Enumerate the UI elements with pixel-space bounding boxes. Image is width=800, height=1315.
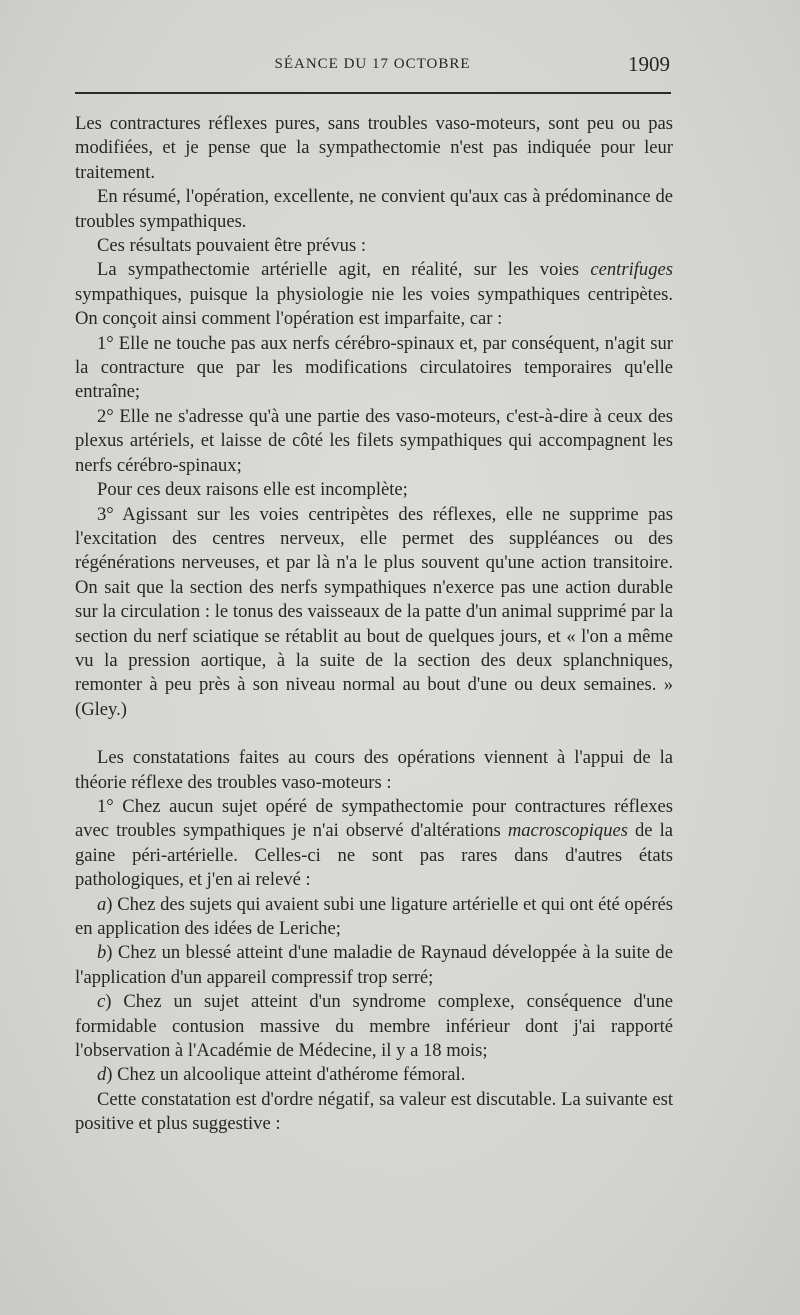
paragraph-2: En résumé, l'opération, excellente, ne convient qu'aux cas à prédominance de troubles sympathiques. <box>75 186 673 232</box>
paragraph-4-a: La sympathectomie artérielle agit, en réalité, sur les voies <box>97 259 591 281</box>
item-c <box>75 990 673 1063</box>
page-number: 1909 <box>628 52 670 76</box>
item-a-letter: a <box>97 893 107 915</box>
paragraph-10-italic: macroscopiques <box>507 820 628 842</box>
item-d-letter: d <box>97 1064 107 1086</box>
paragraph-5: 1° Elle ne touche pas aux nerfs cérébro-spinaux et, par conséquent, n'agit sur la contracture que par les modifications circulatoires temporaires qu'elle entraîne; <box>75 332 673 403</box>
paragraph-9: Les constatations faites au cours des opérations viennent à l'appui de la théorie réflexe des troubles vaso-moteurs : <box>75 747 673 793</box>
paragraph-4-italic: centrifuges <box>590 259 673 281</box>
paragraph-3: Ces résultats pouvaient être prévus : <box>97 235 367 257</box>
running-header <box>75 52 670 82</box>
paragraph-6: 2° Elle ne s'adresse qu'à une partie des vaso-moteurs, c'est-à-dire à ceux des plexus artériels, et laisse de côté les filets sympathiques qui accompagnent les nerfs cérébro-spinaux; <box>75 405 673 476</box>
paragraph-10 <box>75 795 673 893</box>
item-a <box>75 893 673 942</box>
paragraph-4 <box>75 258 673 331</box>
item-a-text: ) Chez des sujets qui avaient subi une ligature artérielle et qui ont été opérés en application des idées de Leriche; <box>75 893 673 939</box>
paragraph-8: 3° Agissant sur les voies centripètes des réflexes, elle ne supprime pas l'excitation des centres nerveux, elle permet des suppléances ou des régénérations nerveuses, et par là n'a le plus souvent qu'une action transitoire. On sait que la section des nerfs sympathiques n'exerce pas une action durable sur la circulation : le tonus des vaisseaux de la patte d'un animal supprimé par la section du nerf sciatique se rétablit au bout de quelques jours, et « l'on a même vu la pression aortique, à la suite de la section des deux splanchniques, remonter à peu près à son niveau normal au bout d'une ou deux semaines. » (Gley.) <box>75 503 673 720</box>
paragraph-10-b: de la gaine péri-artérielle. Celles-ci ne sont pas rares dans d'autres états pathologiques, et j'en ai relevé : <box>75 820 674 891</box>
paragraph-7: Pour ces deux raisons elle est incomplète; <box>97 479 408 501</box>
item-b <box>75 941 673 990</box>
paragraph-1: Les contractures réflexes pures, sans troubles vaso-moteurs, sont peu ou pas modifiées, et je pense que la sympathectomie n'est pas indiquée pour leur traitement. <box>75 113 673 183</box>
body-text <box>75 112 673 1137</box>
paragraph-last: Cette constatation est d'ordre négatif, sa valeur est discutable. La suivante est positive et plus suggestive : <box>75 1088 673 1135</box>
paragraph-10-a: 1° Chez aucun sujet opéré de sympathectomie pour contractures réflexes avec troubles sympathiques je n'ai observé d'altérations <box>75 795 673 842</box>
header-rule <box>75 92 671 94</box>
item-c-text: ) Chez un sujet atteint d'un syndrome complexe, conséquence d'une formidable contusion massive du membre inférieur dont j'ai rapporté l'observation à l'Académie de Médecine, il y a 18 mois; <box>75 991 673 1062</box>
item-b-letter: b <box>97 942 107 964</box>
item-b-text: ) Chez un blessé atteint d'une maladie de Raynaud développée à la suite de l'application d'un appareil compressif trop serré; <box>75 942 673 988</box>
paragraph-4-b: sympathiques, puisque la physiologie nie les voies sympathiques centripètes. On conçoit ainsi comment l'opération est imparfaite, car : <box>75 283 673 330</box>
item-d <box>75 1063 673 1087</box>
header-title: SÉANCE DU 17 OCTOBRE <box>274 56 471 72</box>
item-d-text: ) Chez un alcoolique atteint d'athérome fémoral. <box>106 1064 466 1086</box>
item-c-letter: c <box>97 991 106 1013</box>
